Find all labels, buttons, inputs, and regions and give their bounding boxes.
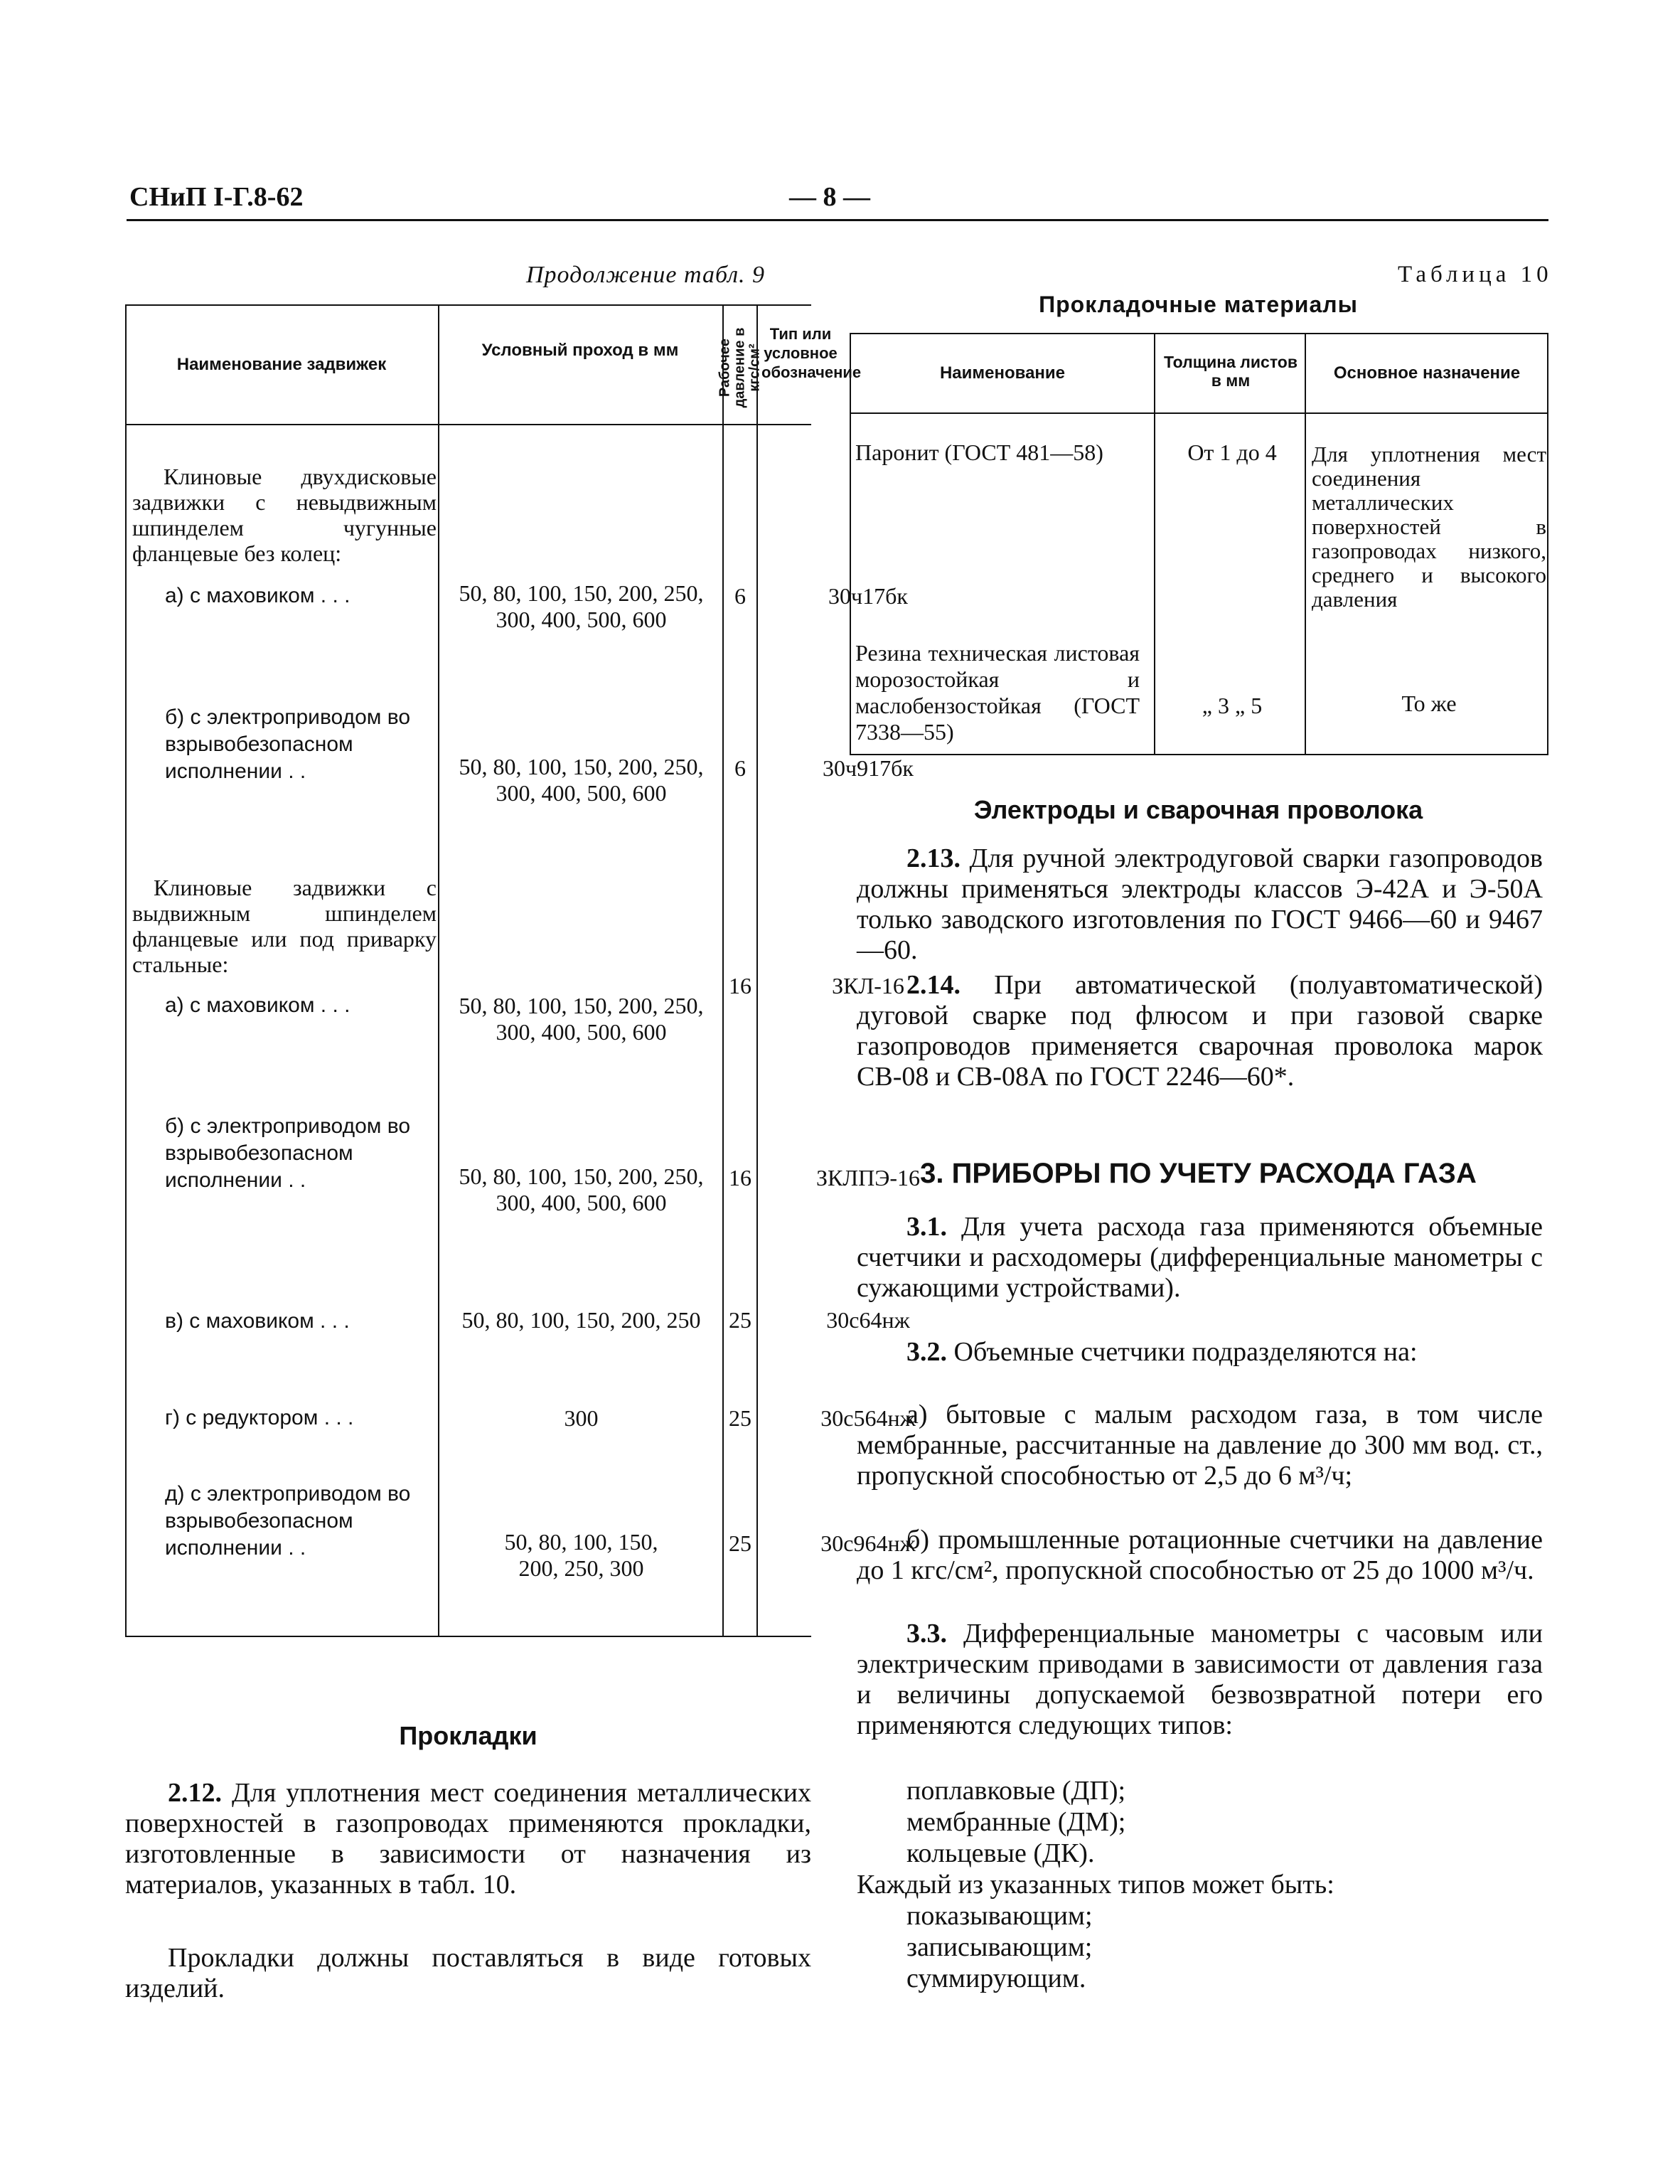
table10-row-purpose: То же: [1401, 691, 1457, 716]
table10: [850, 327, 1548, 768]
header-rule: [127, 219, 1548, 221]
table10-caption: Таблица 10: [1398, 262, 1553, 287]
paragraph-3-1: [857, 1212, 1543, 1304]
table9-caption: Продолжение табл. 9: [526, 262, 766, 288]
section-title-gaskets: Прокладки: [399, 1721, 537, 1750]
table9-row-name: д) с электроприводом во взрывобезопасном исполнении . .: [165, 1482, 411, 1560]
paragraph-text: Дифференциальные манометры с часовым или электрическим приводами в зависимости от давления газа и величины допускаемой безвозвратной потери его применяются следующих типов:: [857, 1619, 1543, 1740]
table-column-rule: [1305, 333, 1306, 754]
table10-header-name: Наименование: [939, 363, 1066, 383]
table10-row-name: Резина техническая листовая морозостойкая и маслобензостойкая (ГОСТ 7338—55): [855, 640, 1140, 745]
table-rule: [125, 304, 811, 306]
list-item: поплавковые (ДП);: [906, 1776, 1126, 1806]
paragraph-3-2: [857, 1337, 1543, 1368]
document-code: СНиП I-Г.8-62: [129, 182, 304, 212]
table-column-rule: [1547, 333, 1548, 754]
table9-row-pressure: 25: [729, 1405, 751, 1431]
table9-row-pressure: 25: [729, 1307, 751, 1333]
list-item: кольцевые (ДК).: [906, 1838, 1095, 1868]
table9-row-type: 30ч17бк: [828, 583, 908, 609]
table9-header-pressure: Рабочее давление в кгс/см²: [717, 327, 763, 408]
paragraph-3-3: [857, 1619, 1543, 1741]
table9-group-title: Клиновые двухдисковые задвижки с невыдвижным шпинделем чугунные фланцевые без колец:: [132, 464, 437, 566]
table9-header-name: Наименование задвижек: [176, 355, 387, 374]
table9-row-pressure: 16: [729, 1165, 751, 1190]
paragraph-text: Объемные счетчики подразделяются на:: [953, 1337, 1418, 1367]
paragraph-text: Для уплотнения мест соединения металлических поверхностей в газопроводах применяются прокладки, изготовленные в зависимости от назначения из материалов, указанных в табл. 10.: [125, 1778, 812, 1900]
table-rule: [850, 412, 1548, 414]
paragraph-number: 3.1.: [906, 1212, 947, 1242]
table9-row-name: а) с маховиком . . .: [165, 994, 351, 1017]
table-column-rule: [756, 304, 758, 1636]
paragraph-number: 2.14.: [906, 970, 961, 1000]
list-item: показывающим;: [906, 1901, 1093, 1931]
table9-row-name: б) с электроприводом во взрывобезопасном исполнении . .: [165, 1114, 410, 1192]
paragraph-2-12-b: Прокладки должны поставляться в виде готовых изделий.: [125, 1943, 811, 2003]
table9-row-name: б) с электроприводом во взрывобезопасном исполнении . .: [165, 705, 410, 783]
table9-row-pressure: 16: [729, 973, 751, 998]
table9-row-passage: 50, 80, 100, 150, 200, 250: [461, 1307, 701, 1333]
table10-header-thickness: Толщина листов в мм: [1164, 353, 1298, 390]
table9-row-type: 30с64нж: [826, 1307, 910, 1333]
table10-row-purpose: Для уплотнения мест соединения металлических поверхностей в газопроводах низкого, среднего и высокого давления: [1312, 442, 1546, 612]
table-column-rule: [850, 333, 851, 754]
table-column-rule: [722, 304, 724, 1636]
table9-row-passage: 50, 80, 100, 150, 200, 250, 300, 400, 500, 600: [459, 1163, 704, 1215]
table-column-rule: [125, 304, 127, 1636]
table9-row-name: г) с редуктором . . .: [165, 1406, 354, 1429]
paragraph-text: При автоматической (полуавтоматической) дуговой сварке под флюсом и при газовой сварке газопроводов применяется сварочная проволока марок СВ-08 и СВ-08А по ГОСТ 2246—60*.: [857, 970, 1543, 1092]
section-title-electrodes: Электроды и сварочная проволока: [973, 795, 1423, 824]
table9-row-type: 30с564нж: [820, 1405, 916, 1431]
table-rule: [125, 424, 811, 425]
table9-row-passage: 50, 80, 100, 150, 200, 250, 300, 400, 500, 600: [459, 580, 704, 632]
table-rule: [850, 754, 1548, 755]
each-type-line: Каждый из указанных типов может быть:: [857, 1870, 1334, 1900]
paragraph-number: 3.2.: [906, 1337, 947, 1367]
table-rule: [125, 1636, 811, 1637]
paragraph-2-12: [125, 1778, 811, 1900]
paragraph-number: 2.12.: [168, 1778, 222, 1808]
table10-title: Прокладочные материалы: [1039, 292, 1358, 317]
table9-row-pressure: 25: [729, 1530, 751, 1556]
meter-modes-list: [906, 1900, 1532, 1994]
paragraph-2-14: [857, 970, 1543, 1092]
paragraph-2-13: [857, 843, 1543, 966]
paragraph-3-2-a: а) бытовые с малым расходом газа, в том числе мембранные, рассчитанные на давление до 300 мм вод. ст., пропускной способностью от 2,5 до 6 м³/ч;: [857, 1400, 1543, 1491]
list-item: мембранные (ДМ);: [906, 1807, 1126, 1837]
list-item: записывающим;: [906, 1932, 1093, 1962]
table9-row-pressure: 6: [734, 583, 746, 609]
table-rule: [850, 333, 1548, 334]
table9-row-type: ЗКЛПЭ-16: [816, 1165, 920, 1190]
table9-row-type: ЗКЛ-16: [832, 973, 904, 998]
meter-types-list: [906, 1775, 1532, 1869]
table-column-rule: [1154, 333, 1155, 754]
table9-row-passage: 50, 80, 100, 150, 200, 250, 300: [504, 1529, 658, 1581]
table10-row-thickness: „ 3 „ 5: [1202, 693, 1263, 718]
paragraph-3-2-b: б) промышленные ротационные счетчики на давление до 1 кгс/см², пропускной способностью от 25 до 1000 м³/ч.: [857, 1525, 1543, 1585]
table9-row-passage: 300: [564, 1405, 599, 1431]
table9-row-type: 30ч917бк: [823, 755, 914, 781]
paragraph-number: 2.13.: [906, 843, 961, 873]
paragraph-number: 3.3.: [906, 1619, 947, 1648]
table9-row-passage: 50, 80, 100, 150, 200, 250, 300, 400, 500, 600: [459, 993, 704, 1045]
table9-group-title: Клиновые задвижки с выдвижным шпинделем фланцевые или под приварку стальные:: [132, 875, 437, 977]
table9-row-pressure: 6: [734, 755, 746, 781]
table10-header-purpose: Основное назначение: [1333, 363, 1521, 383]
table9-row-name: а) с маховиком . . .: [165, 584, 351, 607]
paragraph-text: Для ручной электродуговой сварки газопроводов должны применяться электроды классов Э-42А и Э-50А только заводского изготовления по ГОСТ 9466—60 и 9467—60.: [857, 843, 1543, 965]
table9-row-type: 30с964нж: [820, 1530, 916, 1556]
table10-row-name: Паронит (ГОСТ 481—58): [855, 440, 1103, 465]
table9: [125, 299, 920, 1650]
paragraph-text: Для учета расхода газа применяются объемные счетчики и расходомеры (дифференциальные манометры с сужающими устройствами).: [857, 1212, 1543, 1303]
section-title-gas-meters: 3. ПРИБОРЫ ПО УЧЕТУ РАСХОДА ГАЗА: [920, 1158, 1477, 1189]
table9-row-name: в) с маховиком . . .: [165, 1309, 350, 1333]
table-column-rule: [438, 304, 439, 1636]
table9-row-passage: 50, 80, 100, 150, 200, 250, 300, 400, 500, 600: [459, 754, 704, 806]
list-item: суммирующим.: [906, 1964, 1086, 1993]
table9-header-passage: Условный проход в мм: [481, 341, 679, 360]
table9-header-type: Тип или условное обозначение: [761, 325, 862, 381]
table10-row-thickness: От 1 до 4: [1187, 440, 1277, 465]
page-number: — 8 —: [789, 182, 870, 212]
